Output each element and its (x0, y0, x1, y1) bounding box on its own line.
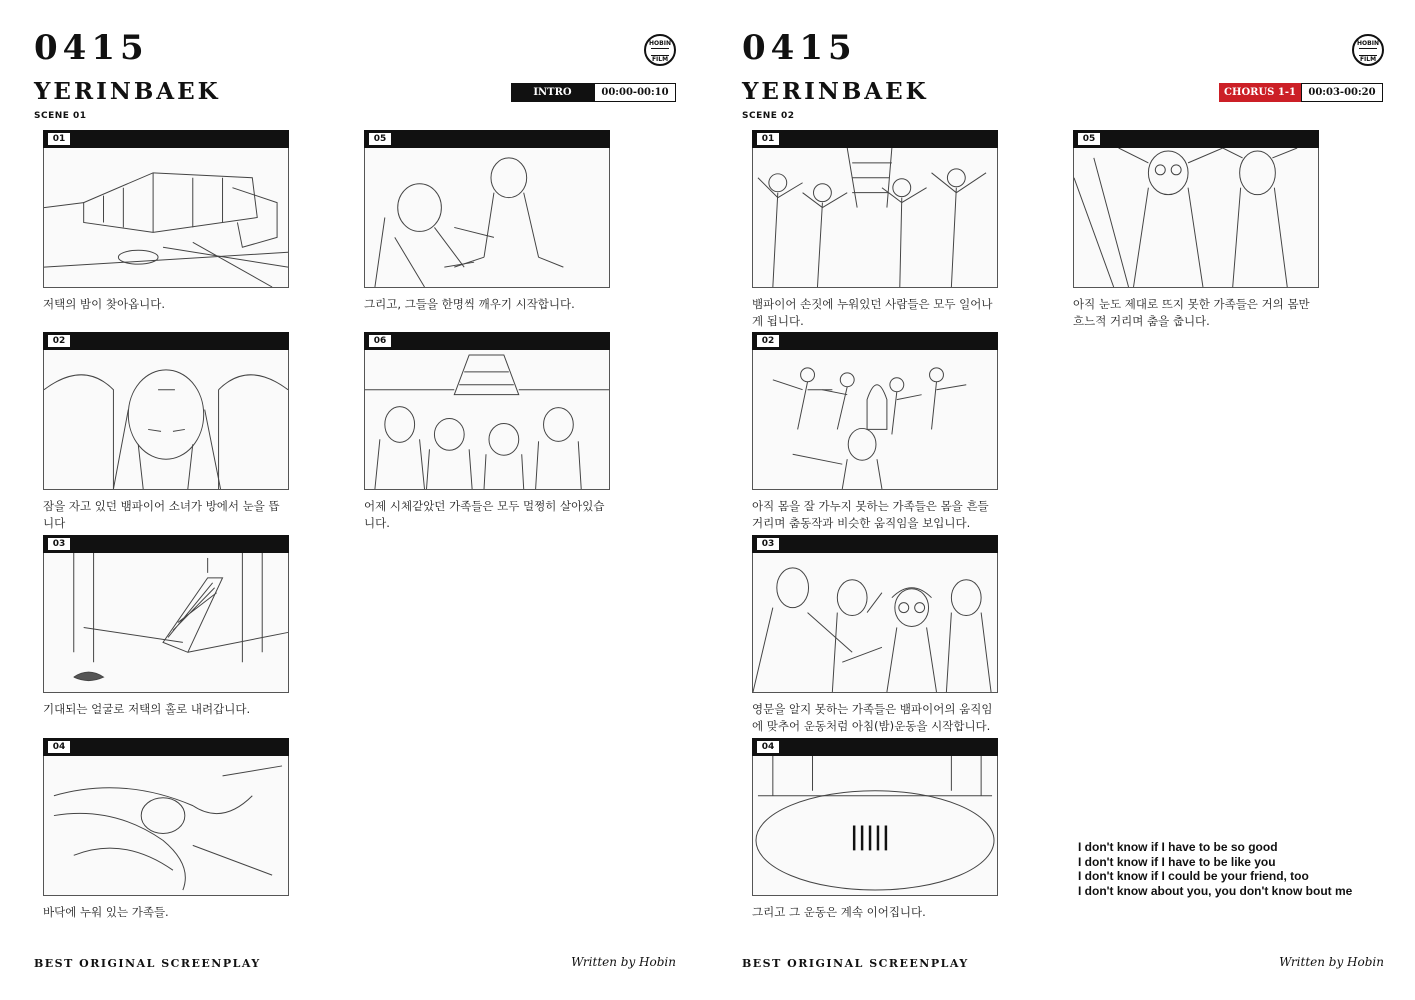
frame-caption: 기대되는 얼굴로 저택의 홀로 내려갑니다. (43, 702, 251, 716)
storyboard-frame (43, 535, 289, 718)
frame-number: 03 (48, 538, 70, 550)
storyboard-frame (1073, 130, 1319, 330)
footer-credit: Written by Hobin (571, 955, 676, 969)
frame-number: 01 (48, 133, 70, 145)
logo-top-text: HOBIN (1357, 40, 1379, 47)
frame-number: 05 (369, 133, 391, 145)
storyboard-frame (752, 130, 998, 330)
storyboard-frame (752, 535, 998, 735)
hobin-film-logo (644, 34, 676, 66)
lyric-line: I don't know about you, you don't know bout me (1078, 883, 1353, 898)
frame-number: 04 (757, 741, 779, 753)
girl-waking-sketch (364, 148, 610, 288)
frame-number: 04 (48, 741, 70, 753)
logo-bottom-text: FILM (651, 56, 669, 63)
hobin-film-logo (1352, 34, 1384, 66)
logo-top-text: HOBIN (649, 40, 671, 47)
frame-caption: 잠을 자고 있던 뱀파이어 소녀가 방에서 눈을 뜹니다 (43, 499, 280, 530)
sleeping-girl-sketch (43, 350, 289, 490)
lyrics-block (1078, 840, 1352, 898)
frame-number: 01 (757, 133, 779, 145)
storyboard-frame (364, 332, 610, 532)
frame-caption: 뱀파이어 손짓에 누워있던 사람들은 모두 일어나게 됩니다. (752, 297, 993, 328)
frame-caption: 그리고, 그들을 한명씩 깨우기 시작합니다. (364, 297, 575, 311)
frame-number: 02 (48, 335, 70, 347)
frame-caption: 영문을 알지 못하는 가족들은 뱀파이어의 움직임에 맞추어 운동처럼 아침(밤)운동을 시작합니다. (752, 702, 993, 733)
section-tag (1219, 83, 1383, 102)
page-number: 0415 (34, 28, 149, 68)
frame-caption: 아직 몸을 잘 가누지 못하는 가족들은 몸을 흔들거리며 춤동작과 비슷한 움직임을 보입니다. (752, 499, 989, 530)
frame-caption: 그리고 그 운동은 계속 이어집니다. (752, 905, 926, 919)
artist-name: YERINBAEK (34, 78, 221, 105)
frame-caption: 어제 시체같았던 가족들은 모두 멀쩡히 살아있습니다. (364, 499, 605, 530)
frame-number: 03 (757, 538, 779, 550)
storyboard-frame (752, 738, 998, 921)
family-dancing-sketch (752, 350, 998, 490)
section-label: INTRO (511, 83, 594, 102)
page-number: 0415 (742, 28, 857, 68)
mansion-sketch (43, 148, 289, 288)
storyboard-page-scene-02 (708, 0, 1415, 1000)
tired-dance-sketch (1073, 148, 1319, 288)
section-timecode: 00:03-00:20 (1301, 83, 1383, 102)
storyboard-frame (752, 332, 998, 532)
section-tag (511, 83, 676, 102)
storyboard-frame (43, 738, 289, 921)
family-rising-sketch (752, 148, 998, 288)
logo-bottom-text: FILM (1359, 56, 1377, 63)
storyboard-frame (43, 332, 289, 532)
scene-label: SCENE 01 (34, 111, 87, 121)
storyboard-frame (364, 130, 610, 313)
storyboard-frame (43, 130, 289, 313)
footer-title: BEST ORIGINAL SCREENPLAY (742, 957, 969, 970)
lyric-line: I don't know if I could be your friend, too (1078, 869, 1309, 883)
footer-title: BEST ORIGINAL SCREENPLAY (34, 957, 261, 970)
frame-caption: 바닥에 누워 있는 가족들. (43, 905, 169, 919)
section-label: CHORUS 1-1 (1219, 83, 1301, 102)
artist-name: YERINBAEK (742, 78, 929, 105)
family-exercise-sketch (752, 553, 998, 693)
staircase-sketch (43, 553, 289, 693)
hall-dance-sketch (752, 756, 998, 896)
scene-label: SCENE 02 (742, 111, 795, 121)
section-timecode: 00:00-00:10 (594, 83, 676, 102)
lyric-line: I don't know if I have to be like you (1078, 854, 1276, 869)
frame-number: 05 (1078, 133, 1100, 145)
frame-caption: 아직 눈도 제대로 뜨지 못한 가족들은 거의 몸만 흐느적 거리며 춤을 춥니다. (1073, 297, 1310, 328)
frame-number: 06 (369, 335, 391, 347)
frame-number: 02 (757, 335, 779, 347)
lyric-line: I don't know if I have to be so good (1078, 840, 1278, 854)
frame-caption: 저택의 밤이 찾아옵니다. (43, 297, 166, 311)
family-lying-sketch (43, 756, 289, 896)
footer-credit: Written by Hobin (1279, 955, 1384, 969)
family-hall-sketch (364, 350, 610, 490)
